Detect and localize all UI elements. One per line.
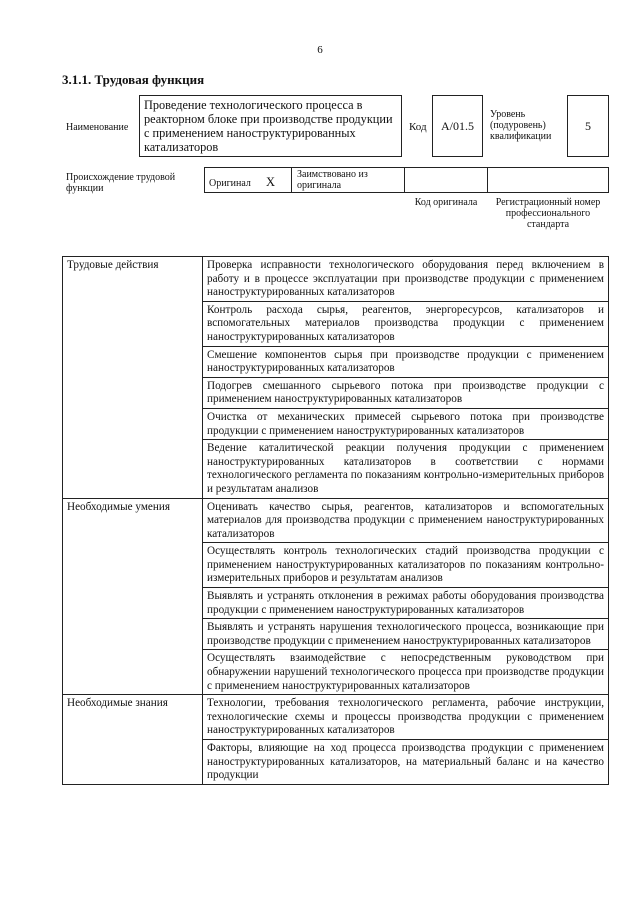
section-item-cell: Подогрев смешанного сырьевого потока при производстве продукции с применением наноструктурированных катализаторов bbox=[203, 377, 609, 408]
original-code-label: Код оригинала bbox=[414, 197, 478, 208]
section-title-cell: Необходимые знания bbox=[63, 695, 203, 785]
original-code-box bbox=[404, 167, 488, 193]
page-number: 6 bbox=[317, 44, 323, 56]
table-row bbox=[63, 695, 609, 740]
section-item-cell: Смешение компонентов сырья при производстве продукции с применением наноструктурированных катализаторов bbox=[203, 346, 609, 377]
function-name: Проведение технологического процесса в реакторном блоке при производстве продукции с применением наноструктурированных катализаторов bbox=[144, 98, 393, 154]
section-title-cell: Трудовые действия bbox=[63, 257, 203, 499]
registration-number-label: Регистрационный номер профессионального стандарта bbox=[495, 197, 601, 230]
level-box bbox=[567, 95, 609, 157]
level-value: 5 bbox=[585, 119, 591, 133]
section-title-cell: Необходимые умения bbox=[63, 498, 203, 695]
section-item-cell: Выявлять и устранять отклонения в режимах работы оборудования производства продукции с применением наноструктурированных катализаторов bbox=[203, 588, 609, 619]
section-item-cell: Осуществлять контроль технологических стадий производства продукции с применением наноструктурированных катализаторов по показаниям контрольно-измерительных приборов и результатам анализов bbox=[203, 543, 609, 588]
section-item-cell: Выявлять и устранять нарушения технологического процесса, возникающие при производстве продукции с применением наноструктурированных катализаторов bbox=[203, 619, 609, 650]
competency-table bbox=[62, 256, 609, 785]
registration-number-box bbox=[487, 167, 609, 193]
table-row bbox=[63, 498, 609, 543]
code-label: Код bbox=[409, 121, 427, 133]
section-item-cell: Технологии, требования технологического регламента, рабочие инструкции, технологические схемы и процессы производства продукции с применением наноструктурированных катализаторов bbox=[203, 695, 609, 740]
borrowed-label: Заимствовано из оригинала bbox=[297, 169, 368, 191]
section-item-cell: Факторы, влияющие на ход процесса производства продукции с применением наноструктурированных катализаторов, на материальный баланс и на качество продукции bbox=[203, 740, 609, 785]
function-name-box bbox=[139, 95, 402, 157]
level-label: Уровень (подуровень) квалификации bbox=[490, 109, 552, 142]
original-mark: X bbox=[266, 175, 276, 189]
section-item-cell: Оценивать качество сырья, реагентов, катализаторов и вспомогательных материалов для производства продукции с применением наноструктурированных катализаторов bbox=[203, 498, 609, 543]
section-item-cell: Осуществлять взаимодействие с непосредственным руководством при обнаружении нарушений технологического процесса при производстве продукции с применением наноструктурированных катализаторов bbox=[203, 650, 609, 695]
name-label: Наименование bbox=[66, 122, 129, 133]
section-item-cell: Ведение каталитической реакции получения продукции с применением наноструктурированных катализаторов в соответствии с нормами технологического регламента по показаниям контрольно-измерительных приборов и результатам анализов bbox=[203, 440, 609, 498]
section-item-cell: Контроль расхода сырья, реагентов, энергоресурсов, катализаторов и вспомогательных материалов производства продукции с применением наноструктурированных катализаторов bbox=[203, 301, 609, 346]
table-row bbox=[63, 257, 609, 302]
origin-label: Происхождение трудовой функции bbox=[66, 172, 176, 194]
code-value: A/01.5 bbox=[441, 119, 474, 133]
section-title: 3.1.1. Трудовая функция bbox=[62, 72, 205, 87]
section-item-cell: Проверка исправности технологического оборудования перед включением в работу и в процессе эксплуатации при производстве продукции с применением наноструктурированных катализаторов bbox=[203, 257, 609, 302]
code-box bbox=[432, 95, 483, 157]
section-item-cell: Очистка от механических примесей сырьевого потока при производстве продукции с применением наноструктурированных катализаторов bbox=[203, 408, 609, 439]
original-label: Оригинал bbox=[209, 178, 251, 189]
